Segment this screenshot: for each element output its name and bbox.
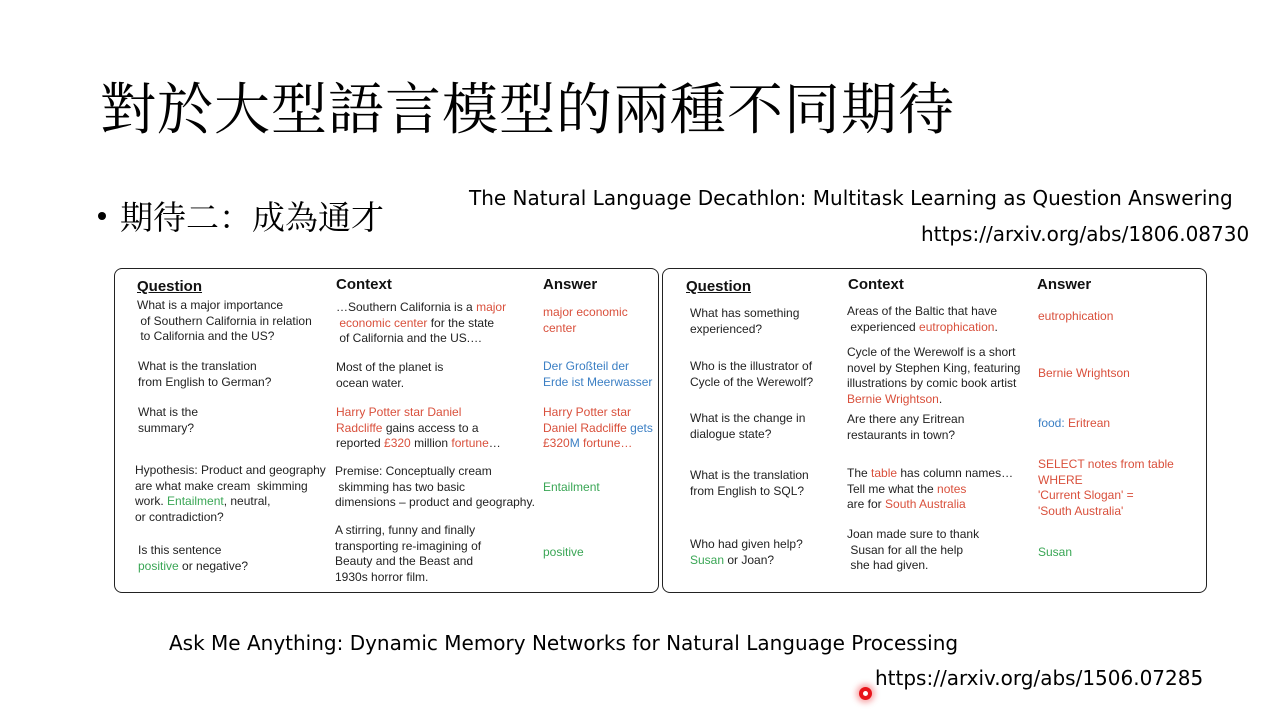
- right-row-5-answer: [1038, 545, 1072, 561]
- cell-line: [137, 329, 312, 345]
- cell-line: [138, 405, 198, 421]
- reference-1-url[interactable]: https://arxiv.org/abs/1806.08730: [921, 222, 1250, 246]
- highlighted-text: eutrophication: [1038, 309, 1114, 323]
- highlighted-text: Daniel Radcliffe: [543, 420, 627, 435]
- cell-line: [335, 570, 481, 586]
- cell-text: Joan made sure to thank: [847, 527, 980, 541]
- cell-line: [335, 480, 535, 496]
- cell-line: [543, 545, 584, 561]
- highlighted-text: positive: [543, 545, 584, 559]
- right-row-1-answer: [1038, 309, 1113, 325]
- cell-line: [335, 464, 535, 480]
- cell-line: [1038, 473, 1174, 489]
- cell-line: [690, 537, 803, 553]
- bullet-dot-icon: [98, 212, 106, 220]
- left-row-2-answer: [543, 359, 652, 390]
- cell-text: The: [847, 466, 872, 480]
- cell-text: are for: [847, 497, 886, 511]
- left-row-2-context: [336, 360, 443, 391]
- cell-line: [135, 479, 326, 495]
- left-row-4-answer: [543, 480, 600, 496]
- cell-text: What is the translation: [690, 468, 809, 482]
- cell-text: What is the translation: [138, 359, 257, 373]
- highlighted-text: Susan: [1038, 545, 1073, 559]
- cell-line: [335, 554, 481, 570]
- left-row-1-answer: [543, 305, 628, 336]
- cell-text: million: [410, 436, 452, 450]
- left-row-5-context: [335, 523, 481, 585]
- cell-line: [138, 559, 248, 575]
- left-row-5-question: [138, 543, 248, 574]
- cell-line: [690, 411, 805, 427]
- highlighted-text: major economic: [543, 305, 628, 319]
- cell-text: are what make cream skimming: [135, 478, 308, 493]
- reference-2-title: Ask Me Anything: Dynamic Memory Networks for Natural Language Processing: [169, 631, 959, 655]
- cell-line: [335, 495, 535, 511]
- highlighted-text: Erde ist Meerwasser: [543, 374, 653, 389]
- cell-text: A stirring, funny and finally: [335, 523, 476, 537]
- left-row-4-question: [135, 463, 326, 525]
- highlighted-text: Radcliffe: [336, 420, 383, 435]
- left-row-4-context: [335, 464, 535, 511]
- cell-line: [543, 359, 652, 375]
- cell-text: What is the change in: [690, 411, 806, 425]
- cell-text: Who is the illustrator of: [690, 359, 813, 373]
- highlighted-text: economic center: [336, 315, 428, 330]
- cell-line: [847, 392, 1020, 408]
- cell-line: [336, 300, 506, 316]
- left-header-context: Context: [336, 276, 392, 293]
- highlighted-text: major: [476, 300, 507, 314]
- right-examples-panel: [662, 268, 1207, 593]
- highlighted-text: Harry Potter star: [543, 405, 632, 419]
- cell-line: [847, 320, 998, 336]
- cell-line: [138, 543, 248, 559]
- slide-title: 對於大型語言模型的兩種不同期待: [100, 78, 955, 143]
- highlighted-text: Der Großteil der: [543, 359, 630, 373]
- cell-line: [690, 322, 799, 338]
- highlighted-text: gets: [626, 420, 653, 435]
- highlighted-text: 'South Australia': [1038, 503, 1124, 518]
- left-examples-panel: [114, 268, 659, 593]
- right-row-2-question: [690, 359, 813, 390]
- highlighted-text: food:: [1038, 416, 1069, 430]
- cell-text: ocean water.: [336, 375, 405, 390]
- cell-line: [690, 484, 809, 500]
- cell-text: gains access to a: [382, 420, 479, 435]
- cell-line: [1038, 545, 1072, 561]
- cell-line: [690, 375, 813, 391]
- highlighted-text: Entailment: [167, 494, 224, 508]
- highlighted-text: fortune: [451, 436, 489, 450]
- bullet-text: 期待二：成為通才: [120, 198, 384, 237]
- cell-line: [847, 304, 998, 320]
- right-row-3-question: [690, 411, 805, 442]
- cell-line: [1038, 457, 1174, 473]
- cell-line: [847, 466, 1013, 482]
- cell-text: dialogue state?: [690, 426, 772, 441]
- cell-text: .: [994, 319, 998, 334]
- highlighted-text: notes: [937, 481, 967, 496]
- right-row-2-context: [847, 345, 1020, 407]
- cell-text: experienced: [847, 319, 920, 334]
- cell-line: [336, 405, 501, 421]
- right-row-4-answer: [1038, 457, 1174, 519]
- right-row-3-context: [847, 412, 964, 443]
- right-row-1-context: [847, 304, 998, 335]
- cell-text: What is a major importance: [137, 298, 284, 312]
- cell-text: or Joan?: [724, 552, 775, 567]
- left-row-1-question: [137, 298, 312, 345]
- cell-text: Susan for all the help: [847, 542, 964, 557]
- cell-line: [336, 376, 443, 392]
- cell-line: [138, 375, 271, 391]
- cell-line: [690, 359, 813, 375]
- cell-text: Tell me what the: [847, 481, 938, 496]
- cell-text: What is the: [138, 405, 199, 419]
- cell-text: for the state: [427, 315, 495, 330]
- cell-line: [690, 468, 809, 484]
- cell-line: [847, 376, 1020, 392]
- cell-line: [543, 321, 628, 337]
- left-header-question: Question: [137, 278, 203, 295]
- cell-line: [690, 427, 805, 443]
- cell-line: [543, 436, 653, 452]
- reference-2-url[interactable]: https://arxiv.org/abs/1506.07285: [875, 666, 1204, 690]
- cell-text: Hypothesis: Product and geography: [135, 463, 326, 477]
- highlighted-text: M: [569, 436, 580, 450]
- right-row-1-question: [690, 306, 799, 337]
- cell-text: from English to SQL?: [690, 483, 805, 498]
- left-row-2-question: [138, 359, 271, 390]
- highlighted-text: £320: [384, 436, 411, 450]
- right-header-question: Question: [686, 278, 752, 295]
- left-row-5-answer: [543, 545, 584, 561]
- cell-text: , neutral,: [223, 494, 271, 508]
- cell-line: [336, 331, 506, 347]
- cell-line: [138, 359, 271, 375]
- cell-line: [1038, 488, 1174, 504]
- cell-text: experienced?: [690, 321, 763, 336]
- cell-text: Premise: Conceptually cream: [335, 464, 492, 478]
- cell-text: or negative?: [178, 558, 249, 573]
- highlighted-text: Harry Potter star Daniel: [336, 405, 462, 419]
- cell-text: reported: [336, 436, 385, 450]
- cell-text: Areas of the Baltic that have: [847, 304, 998, 318]
- right-row-4-question: [690, 468, 809, 499]
- cell-text: has column names…: [897, 466, 1014, 480]
- cell-line: [543, 480, 600, 496]
- highlighted-text: SELECT notes from table: [1038, 457, 1174, 471]
- right-row-4-context: [847, 466, 1013, 513]
- highlighted-text: Susan: [690, 552, 725, 567]
- cell-line: [543, 405, 653, 421]
- cell-line: [690, 553, 803, 569]
- cell-line: [335, 523, 481, 539]
- cell-text: Most of the planet is: [336, 360, 444, 374]
- left-row-3-question: [138, 405, 198, 436]
- cell-text: Is this sentence: [138, 543, 222, 557]
- cell-text: dimensions – product and geography.: [335, 495, 535, 509]
- right-row-2-answer: [1038, 366, 1130, 382]
- cell-text: work.: [135, 494, 168, 508]
- cell-text: What has something: [690, 306, 800, 320]
- cell-text: restaurants in town?: [847, 427, 956, 442]
- cell-line: [1038, 309, 1113, 325]
- highlighted-text: WHERE: [1038, 472, 1083, 487]
- cell-line: [1038, 416, 1110, 432]
- cell-text: .: [938, 391, 943, 406]
- laser-pointer-icon: [859, 687, 872, 700]
- cell-line: [543, 305, 628, 321]
- cell-line: [847, 428, 964, 444]
- right-header-answer: Answer: [1037, 276, 1092, 293]
- cell-line: [137, 314, 312, 330]
- cell-text: Cycle of the Werewolf?: [690, 374, 814, 389]
- cell-line: [847, 482, 1013, 498]
- highlighted-text: fortune…: [579, 436, 633, 450]
- cell-text: illustrations by comic book artist: [847, 376, 1017, 390]
- cell-text: …: [488, 436, 501, 450]
- cell-line: [847, 543, 979, 559]
- highlighted-text: positive: [138, 558, 179, 573]
- cell-text: from English to German?: [138, 374, 272, 389]
- cell-text: Who had given help?: [690, 537, 803, 551]
- cell-text: of California and the US.…: [336, 331, 483, 345]
- cell-line: [336, 360, 443, 376]
- cell-text: or contradiction?: [135, 509, 224, 524]
- highlighted-text: Eritrean: [1068, 416, 1111, 430]
- highlighted-text: Bernie Wrightson: [1038, 366, 1130, 380]
- left-row-3-answer: [543, 405, 653, 452]
- cell-line: [336, 316, 506, 332]
- highlighted-text: table: [871, 466, 898, 480]
- cell-text: Are there any Eritrean: [847, 412, 965, 426]
- cell-line: [336, 421, 501, 437]
- cell-line: [336, 436, 501, 452]
- highlighted-text: South Australia: [885, 497, 966, 511]
- cell-line: [543, 421, 653, 437]
- cell-line: [543, 375, 652, 391]
- reference-1-title: The Natural Language Decathlon: Multitask Learning as Question Answering: [469, 186, 1233, 210]
- cell-line: [847, 361, 1020, 377]
- highlighted-text: center: [543, 320, 577, 335]
- highlighted-text: Entailment: [543, 480, 600, 494]
- cell-line: [137, 298, 312, 314]
- cell-line: [1038, 504, 1174, 520]
- cell-line: [135, 494, 326, 510]
- highlighted-text: Bernie Wrightson: [847, 391, 939, 406]
- cell-text: …Southern California is a: [336, 300, 477, 314]
- cell-line: [138, 421, 198, 437]
- cell-text: summary?: [138, 420, 195, 435]
- left-row-1-context: [336, 300, 506, 347]
- cell-line: [847, 558, 979, 574]
- cell-line: [847, 497, 1013, 513]
- cell-line: [690, 306, 799, 322]
- cell-text: skimming has two basic: [335, 479, 466, 494]
- cell-line: [135, 463, 326, 479]
- highlighted-text: 'Current Slogan' =: [1038, 488, 1134, 502]
- left-header-answer: Answer: [543, 276, 598, 293]
- cell-line: [847, 527, 979, 543]
- highlighted-text: eutrophication: [919, 319, 995, 334]
- right-header-context: Context: [848, 276, 904, 293]
- cell-line: [1038, 366, 1130, 382]
- cell-text: Beauty and the Beast and: [335, 554, 474, 568]
- bullet-point: [98, 192, 384, 239]
- cell-text: she had given.: [847, 558, 929, 572]
- right-row-5-question: [690, 537, 803, 568]
- right-row-5-context: [847, 527, 979, 574]
- cell-text: Cycle of the Werewolf is a short: [847, 345, 1016, 359]
- cell-text: of Southern California in relation: [137, 313, 312, 328]
- cell-text: transporting re-imagining of: [335, 538, 482, 553]
- cell-line: [847, 345, 1020, 361]
- cell-line: [847, 412, 964, 428]
- cell-text: novel by Stephen King, featuring: [847, 360, 1021, 375]
- highlighted-text: £320: [543, 436, 570, 450]
- cell-text: 1930s horror film.: [335, 569, 429, 584]
- cell-text: to California and the US?: [137, 329, 275, 343]
- right-row-3-answer: [1038, 416, 1110, 432]
- cell-line: [335, 539, 481, 555]
- cell-line: [135, 510, 326, 526]
- left-row-3-context: [336, 405, 501, 452]
